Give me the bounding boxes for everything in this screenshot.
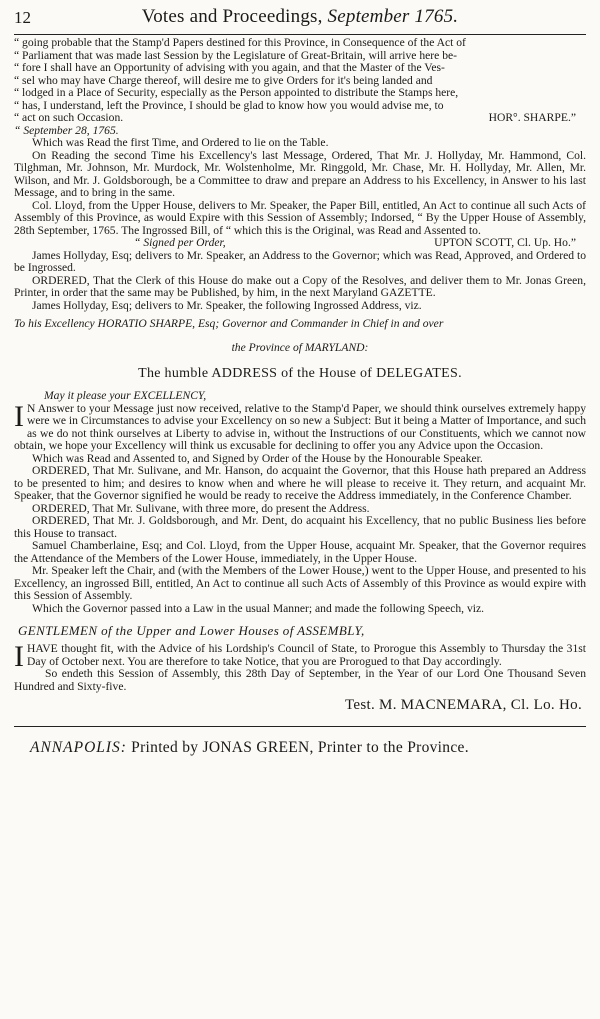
quote-line: “ going probable that the Stamp'd Papers destined for this Province, in Consequence of the Act of — [14, 36, 466, 49]
imprint — [14, 739, 586, 757]
quote-line: “ Parliament that was made last Session by the Legislature of Great-Britain, will arrive here be- — [14, 48, 457, 62]
imprint-text: Printed by JONAS GREEN, Printer to the Province. — [131, 739, 469, 757]
address-recipient-line: the Province of MARYLAND: — [231, 341, 369, 355]
imprint-place: ANNAPOLIS: — [30, 739, 127, 757]
speech-body — [14, 640, 586, 674]
paragraph: Which the Governor passed into a Law in the usual Manner; and made the following Speech, viz. — [32, 601, 485, 615]
page-header — [14, 6, 586, 32]
running-title — [14, 6, 586, 28]
paragraph: Samuel Chamberlaine, Esq; and Col. Lloyd, from the Upper House, acquaint Mr. Speaker, that the Governor requires the Attendance of the Members of the Lower House, immediately, in the Upper House. — [14, 539, 586, 565]
paragraph: ORDERED, That the Clerk of this House do make out a Copy of the Resolves, and deliver them to Mr. Jonas Green, Printer, in order that the same may be Published, by him, in the next Maryland GAZETTE. — [14, 273, 586, 299]
quoted-message — [14, 37, 586, 137]
document-page — [14, 6, 586, 757]
paragraph: James Hollyday, Esq; delivers to Mr. Speaker, an Address to the Governor; which was Read, Approved, and Ordered to be Ingrossed. — [14, 248, 586, 274]
signed-per-order: “ Signed per Order, — [134, 236, 226, 249]
paragraph: Which was Read and Assented to, and Signed by Order of the House by the Honourable Speaker. — [32, 451, 483, 465]
paragraph: Mr. Speaker left the Chair, and (with the Members of the Lower House,) went to the Upper House, and presented to his Excellency, an ingrossed Bill, entitled, An Act to continue all such Acts of Assembly of this Province as would expire with this Session of Assembly. — [14, 564, 586, 603]
quote-last-line — [14, 112, 586, 125]
attestation: Test. M. MACNEMARA, Cl. Lo. Ho. — [344, 697, 582, 714]
quote-line: “ act on such Occasion. — [14, 111, 124, 124]
drop-cap: I — [14, 640, 24, 674]
paragraph: On Reading the second Time his Excellency's last Message, Ordered, That Mr. J. Hollyday, Mr. Hammond, Col. Tilghman, Mr. Johnson, Mr. Murdock, Mr. Wolstenholme, Mr. Ringgold, Mr. Chase, Mr. H. Hollyday, Mr. Allen, Mr. Wilson, and Mr. J. Goldsborough, be a Committee to draw and prepare an Address to his Excellency, in Answer to his last Message, and to bring in the same. — [14, 148, 586, 199]
paragraph: Col. Lloyd, from the Upper House, delivers to Mr. Speaker, the Paper Bill, entitled, An Act to continue all such Acts of Assembly of this Province, as would Expire with this Session of Assembly; Indorsed, “ By the Upper House of Assembly, 28th September, 1765. The Ingrossed Bill, of “ which this is the Original, was Read and Assented to. — [14, 198, 586, 237]
address-recipient-line: To his Excellency HORATIO SHARPE, Esq; Governor and Commander in Chief in and over — [14, 317, 444, 330]
drop-cap: I — [14, 399, 24, 433]
quote-line: “ sel who may have Charge thereof, will desire me to give Orders for it's being landed and — [14, 73, 433, 87]
quote-line: “ fore I shall have an Opportunity of advising with you again, and that the Master of the Ves- — [14, 61, 445, 74]
quote-line: “ has, I understand, left the Province, I should be glad to know how you would advise me, to — [14, 98, 444, 112]
paragraph: ORDERED, That Mr. J. Goldsborough, and Mr. Dent, do acquaint his Excellency, that no public Business lies before this House to transact. — [14, 514, 586, 540]
paragraph: ORDERED, That Mr. Sulivane, and Mr. Hanson, do acquaint the Governor, that this House hath prepared an Address to be presented to him; and desires to know when and where he will please to receive it. They return, and acquaint Mr. Speaker, that the Governor signified he would be ready to receive the Address immediately, in the Conference Chamber. — [14, 464, 586, 503]
running-title-date: September 1765. — [327, 6, 459, 27]
paragraph: Which was Read the first Time, and Ordered to lie on the Table. — [32, 136, 329, 149]
quote-date: “ September 28, 1765. — [14, 123, 119, 137]
running-title-text: Votes and Proceedings, — [141, 6, 323, 27]
header-rule — [14, 34, 586, 35]
signed-line — [14, 237, 586, 250]
paragraph: ORDERED, That Mr. Sulivane, with three more, do present the Address. — [32, 501, 370, 515]
paragraph: James Hollyday, Esq; delivers to Mr. Speaker, the following Ingrossed Address, viz. — [32, 298, 422, 312]
clerk-signature: UPTON SCOTT, Cl. Up. Ho.” — [434, 236, 576, 249]
quote-signature: HOR°. SHARPE.” — [488, 111, 576, 124]
footer-rule — [14, 726, 586, 727]
address-body — [14, 399, 586, 453]
address-title: The humble ADDRESS of the House of DELEGATES. — [138, 366, 462, 382]
paragraph: So endeth this Session of Assembly, this 28th Day of September, in the Year of our Lord One Thousand Seven Hundred and Sixty-five. — [14, 667, 586, 693]
page-number: 12 — [14, 8, 31, 27]
salutation: May it please your EXCELLENCY, — [44, 389, 207, 403]
speech-salutation: GENTLEMEN of the Upper and Lower Houses of ASSEMBLY, — [18, 623, 365, 639]
address-text: N Answer to your Message just now received, relative to the Stamp'd Paper, we should think ourselves extremely happy were we in Circumstances to advise your Excellency on so new a Subject: But it being a Matter of Importance, and such as we do not think ourselves at Liberty to advise in, without the Instructions of our Constituents, which we cannot now obtain, we hope your Excellency will think us excusable for declining to offer you any Advice upon the Occasion. — [14, 401, 586, 453]
speech-text: HAVE thought fit, with the Advice of his Lordship's Council of State, to Prorogue this Assembly to Thursday the 31st Day of October next. You are therefore to take Notice, that you are Prorogued to that Day accordingly. — [27, 642, 586, 668]
quote-line: “ lodged in a Place of Security, especially as the Person appointed to distribute the Stamps here, — [14, 86, 459, 99]
